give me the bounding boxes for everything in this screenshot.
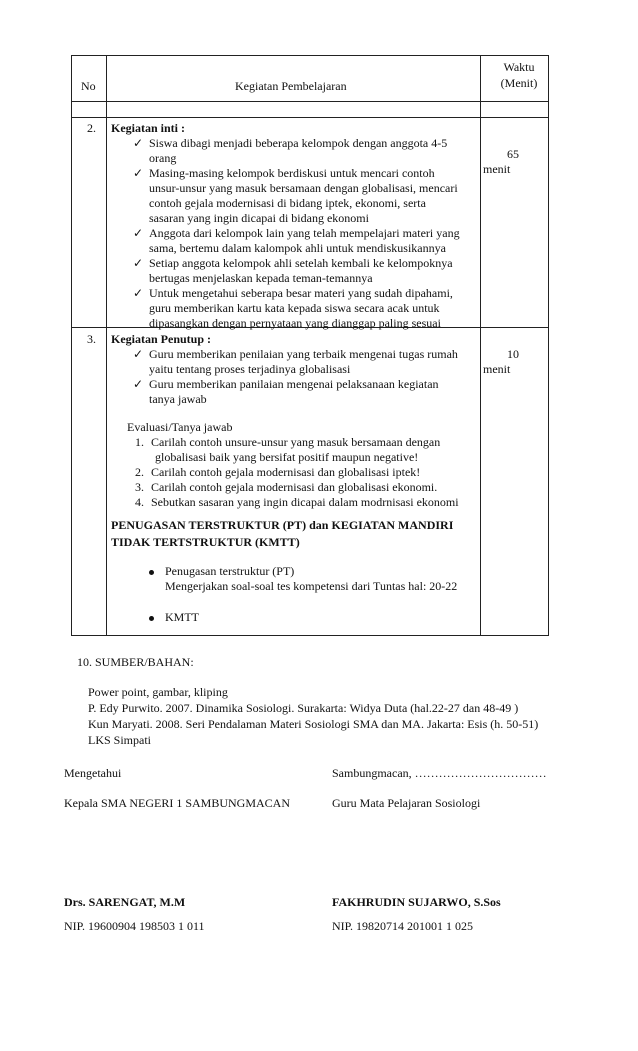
list-item: ✓ Siswa dibagi menjadi beberapa kelompok dengan anggota 4-5 orang [133,136,448,165]
check-icon: ✓ [133,226,144,240]
sig-right-place-date: Sambungmacan, …………………………… [332,766,547,780]
check-icon: ✓ [133,347,144,361]
row-number: 2. [87,121,96,135]
row-number: 3. [87,332,96,346]
bullet-icon [149,570,154,575]
header-no: No [81,79,96,93]
table-border [71,55,72,636]
check-icon: ✓ [133,286,144,300]
list-item: ✓ Guru memberikan panilaian mengenai pelaksanaan kegiatan tanya jawab [133,377,439,406]
list-item: 4. Sebutkan sasaran yang ingin dicapai dalam modrnisasi ekonomi [135,495,459,509]
sources-heading: 10. SUMBER/BAHAN: [77,655,194,669]
sig-left-label: Mengetahui [64,766,122,780]
table-border [71,55,549,56]
list-item: Penugasan terstruktur (PT) [149,564,294,579]
time-cell: 65 menit [483,147,519,176]
row-title: Kegiatan inti : [111,121,185,135]
check-icon: ✓ [133,166,144,180]
list-item: ✓ Setiap anggota kelompok ahli setelah kembali ke kelompoknya bertugas menjelaskan kepada teman-temannya [133,256,453,285]
list-item: 2. Carilah contoh gejala modernisasi dan globalisasi iptek! [135,465,421,479]
row-title: Kegiatan Penutup : [111,332,212,346]
table-border [71,101,549,102]
table-border [71,635,549,636]
header-kegiatan: Kegiatan Pembelajaran [235,79,347,93]
check-icon: ✓ [133,256,144,270]
table-border [71,117,549,118]
list-item: P. Edy Purwito. 2007. Dinamika Sosiologi. Surakarta: Widya Duta (hal.22-27 dan 48-49 ) [88,701,519,715]
task-detail: Mengerjakan soal-soal tes kompetensi dari Tuntas hal: 20-22 [165,579,458,593]
task-heading: PENUGASAN TERSTRUKTUR (PT) dan KEGIATAN MANDIRI TIDAK TERTSTRUKTUR (KMTT) [111,518,454,549]
sig-left-nip: NIP. 19600904 198503 1 011 [64,919,205,933]
bullet-icon [149,616,154,621]
sig-left-position: Kepala SMA NEGERI 1 SAMBUNGMACAN [64,796,291,810]
list-item: KMTT [149,610,199,625]
list-item: LKS Simpati [88,733,152,747]
sig-right-position: Guru Mata Pelajaran Sosiologi [332,796,481,810]
eval-question-list [127,435,487,510]
sig-right-name: FAKHRUDIN SUJARWO, S.Sos [332,895,501,909]
list-item: 1. Carilah contoh unsure-unsur yang masuk bersamaan dengan globalisasi baik yang bersifat positif maupun negative! [135,435,441,464]
list-item: ✓ Guru memberikan penilaian yang terbaik mengenai tugas rumah yaitu tentang proses terjadinya globalisasi [133,347,458,376]
eval-title: Evaluasi/Tanya jawab [127,420,233,434]
check-icon: ✓ [133,136,144,150]
sig-right-nip: NIP. 19820714 201001 1 025 [332,919,474,933]
check-icon: ✓ [133,377,144,391]
penutup-checklist [115,347,481,407]
sources-list [88,684,538,748]
list-item: ✓ Untuk mengetahui seberapa besar materi yang sudah dipahami, guru memberikan kartu kata kepada siswa secara acak untuk dipasangkan dengan pernyataan yang dianggap paling sesuai [133,286,453,330]
inti-checklist [115,136,481,331]
list-item: Power point, gambar, kliping [88,685,228,699]
learning-activities-table [71,55,549,636]
list-item: Kun Maryati. 2008. Seri Pendalaman Materi Sosiologi SMA dan MA. Jakarta: Esis (h. 50-51) [88,717,539,731]
sig-left-name: Drs. SARENGAT, M.M [64,895,186,909]
header-waktu: Waktu (Menit) [500,60,538,90]
list-item: ✓ Anggota dari kelompok lain yang telah mempelajari materi yang sama, bertemu dalam kalompok ahli untuk mendiskusikannya [133,226,460,255]
time-cell: 10 menit [483,347,519,376]
list-item: 3. Carilah contoh gejala modernisasi dan globalisasi ekonomi. [135,480,438,494]
list-item: ✓ Masing-masing kelompok berdiskusi untuk mencari contoh unsur-unsur yang masuk bersamaan dengan globalisasi, mencari contoh gejala modernisasi di bidang iptek, ekonomi, serta sasaran yang ingin dicapai di bidang ekonomi [133,166,458,225]
table-border [106,55,107,636]
table-border [548,55,549,636]
